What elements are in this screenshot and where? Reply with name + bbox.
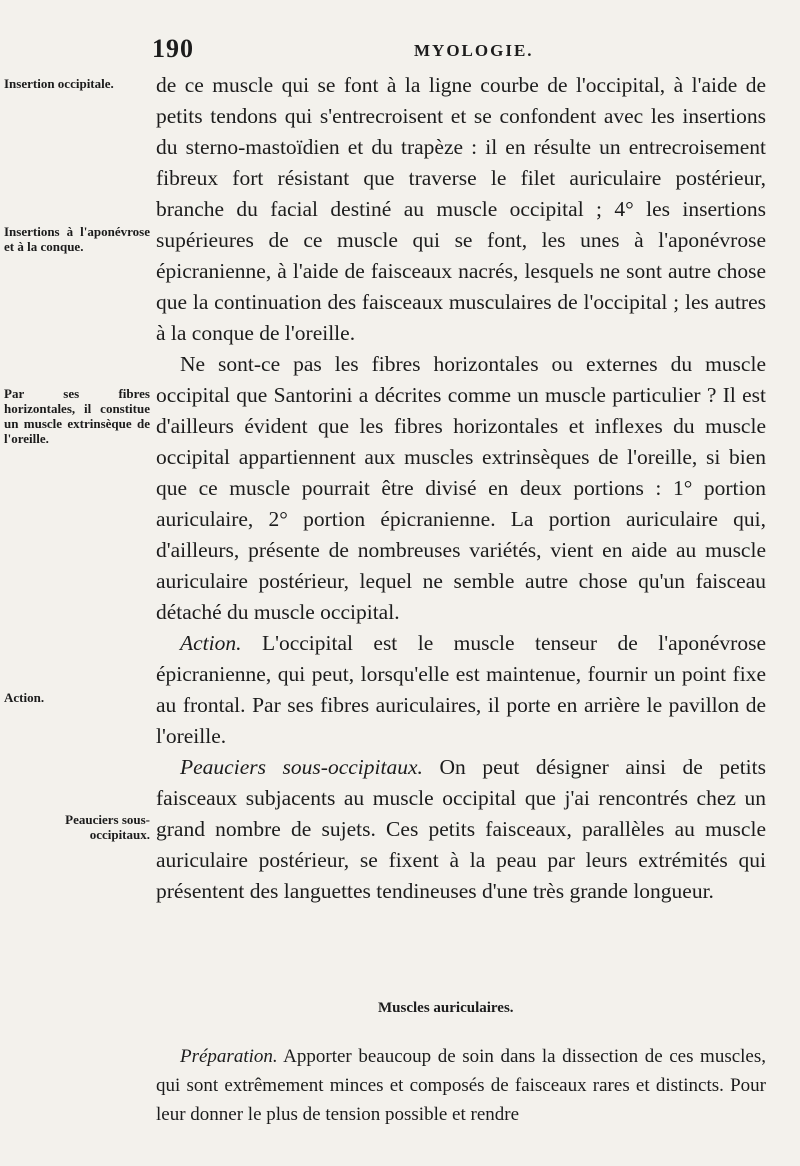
preparation-text (156, 1042, 766, 1129)
margin-note-peauciers: Peauciers sous-occipitaux. (65, 812, 150, 842)
run-in-preparation: Préparation. (180, 1046, 278, 1067)
page-header (152, 34, 762, 68)
paragraph-preparation-text: Apporter beaucoup de soin dans la dissection de ces muscles, qui sont extrêmement minces et composés de faisceaux rares et distincts. Pour leur donner le plus de tension possible et rendre (156, 1046, 766, 1125)
paragraph-preparation (156, 1042, 766, 1129)
margin-note-insertion-occipitale: Insertion occipitale. (4, 76, 114, 91)
page-number: 190 (152, 34, 194, 63)
paragraph-peauciers (156, 752, 766, 907)
paragraph-action-text: L'occipital est le muscle tenseur de l'aponévrose épicranienne, qui peut, lorsqu'elle est maintenue, fournir un point fixe au frontal. Par ses fibres auriculaires, il porte en arrière le pavillon de l'oreille. (156, 631, 766, 748)
main-text (156, 70, 766, 907)
margin-note-fibres-horizontales: Par ses fibres horizontales, il constitue un muscle extrinsèque de l'oreille. (4, 386, 150, 446)
run-in-peauciers: Peauciers sous-occipitaux. (180, 755, 423, 779)
paragraph-peauciers-text: On peut désigner ainsi de petits faisceaux subjacents au muscle occipital que j'ai rencontrés chez un grand nombre de sujets. Ces petits faisceaux, parallèles au muscle auriculaire postérieur, se fixent à la peau par leurs extrémités qui présentent des languettes tendineuses d'une très grande longueur. (156, 755, 767, 903)
section-heading: Muscles auriculaires. (378, 1000, 514, 1016)
running-head: MYOLOGIE. (414, 41, 534, 60)
paragraph-action (156, 628, 766, 752)
run-in-action: Action. (180, 631, 242, 655)
margin-note-insertions-aponevrose: Insertions à l'aponévrose et à la conque. (4, 224, 150, 254)
paragraph-insertions: de ce muscle qui se font à la ligne courbe de l'occipital, à l'aide de petits tendons qui s'entrecroisent et se confondent avec les insertions du sterno-mastoïdien et du trapèze : il en résulte un entrecroisement fibreux fort résistant que traverse le filet auriculaire postérieur, branche du facial destiné au muscle occipital ; 4° les insertions supérieures de ce muscle qui se font, les unes à l'aponévrose épicranienne, à l'aide de faisceaux nacrés, lesquels ne sont autre chose que la continuation des faisceaux musculaires de l'occipital ; les autres à la conque de l'oreille. (156, 73, 766, 345)
margin-note-action: Action. (4, 690, 45, 705)
paragraph-fibres: Ne sont-ce pas les fibres horizontales ou externes du muscle occipital que Santorini a décrites comme un muscle particulier ? Il est d'ailleurs évident que les fibres horizontales et inflexes du muscle occipital appartiennent aux muscles extrinsèques de l'oreille, si bien que ce muscle pourrait être divisé en deux portions : 1° portion auriculaire, 2° portion épicranienne. La portion auriculaire qui, d'ailleurs, présente de nombreuses variétés, vient en aide au muscle auriculaire postérieur, lequel ne semble autre chose qu'un faisceau détaché du muscle occipital. (156, 352, 766, 624)
